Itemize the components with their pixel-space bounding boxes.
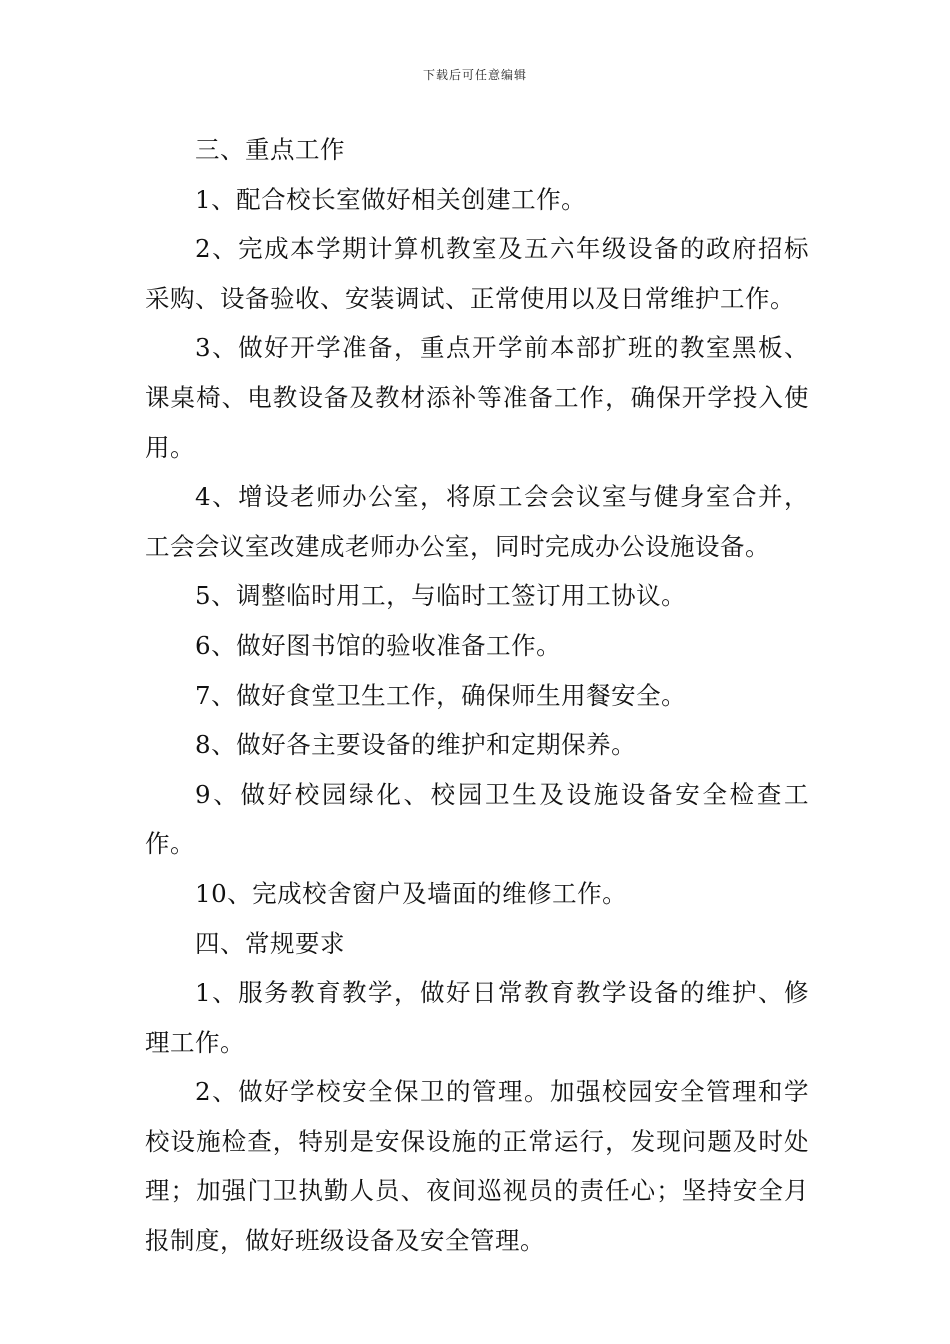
list-item: 9、做好校园绿化、校园卫生及设施设备安全检查工作。 (145, 779, 809, 859)
section-heading-routine-requirements: 四、常规要求 (195, 928, 345, 958)
list-item: 1、服务教育教学，做好日常教育教学设备的维护、修理工作。 (145, 978, 809, 1057)
page-header-note: 下载后可任意编辑 (422, 68, 527, 82)
section-heading-key-work: 三、重点工作 (195, 135, 345, 164)
list-item: 8、做好各主要设备的维护和定期保养。 (195, 730, 637, 760)
document-body (145, 125, 809, 1266)
list-item: 2、做好学校安全保卫的管理。加强校园安全管理和学校设施检查，特别是安保设施的正常运行，发现问题及时处理；加强门卫执勤人员、夜间巡视员的责任心；坚持安全月报制度，做好班级设备及安全管理。 (145, 1077, 809, 1256)
list-item: 7、做好食堂卫生工作，确保师生用餐安全。 (195, 680, 687, 710)
list-item: 5、调整临时用工，与临时工签订用工协议。 (195, 581, 687, 611)
list-item: 6、做好图书馆的验收准备工作。 (195, 630, 562, 660)
list-item: 4、增设老师办公室，将原工会会议室与健身室合并，工会会议室改建成老师办公室，同时完成办公设施设备。 (145, 482, 809, 561)
list-item: 1、配合校长室做好相关创建工作。 (195, 184, 587, 214)
list-item: 2、完成本学期计算机教室及五六年级设备的政府招标采购、设备验收、安装调试、正常使用以及日常维护工作。 (145, 234, 809, 313)
list-item: 10、完成校舍窗户及墙面的维修工作。 (195, 878, 628, 908)
list-item: 3、做好开学准备，重点开学前本部扩班的教室黑板、课桌椅、电教设备及教材添补等准备工作，确保开学投入使用。 (145, 333, 809, 462)
